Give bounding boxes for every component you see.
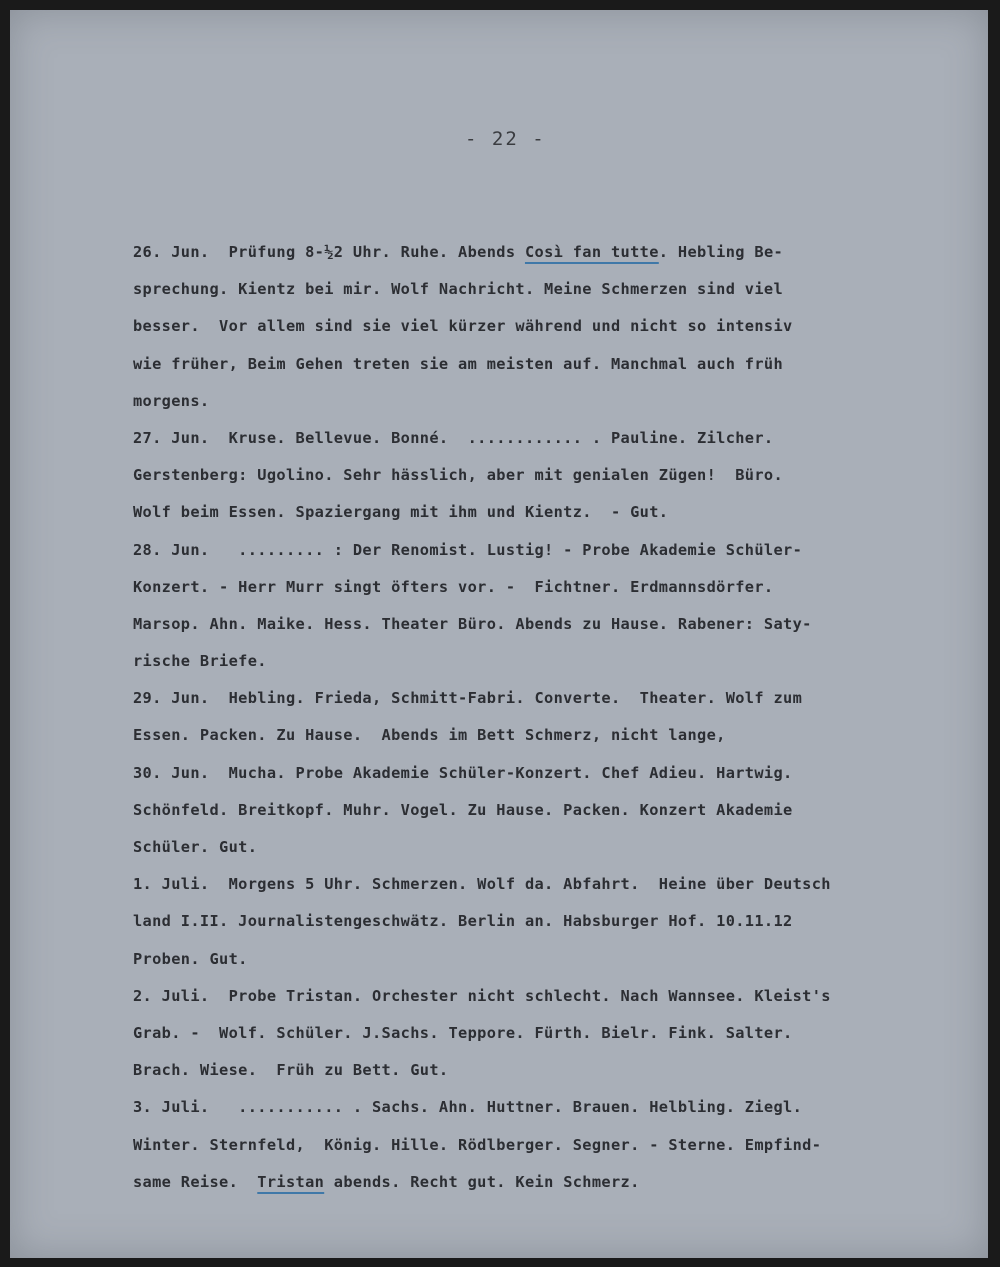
text-line: 2. Juli. Probe Tristan. Orchester nicht schlecht. Nach Wannsee. Kleist's [133,986,831,1005]
text-line: 30. Jun. Mucha. Probe Akademie Schüler-Konzert. Chef Adieu. Hartwig. [133,763,793,782]
text-line: Grab. - Wolf. Schüler. J.Sachs. Teppore. Fürth. Bielr. Fink. Salter. [133,1023,793,1042]
text-line: morgens. [133,391,210,410]
text-line: Gerstenberg: Ugolino. Sehr hässlich, aber mit genialen Zügen! Büro. [133,466,784,485]
text-line: rische Briefe. [133,652,267,671]
text-line: land I.II. Journalistengeschwätz. Berlin an. Habsburger Hof. 10.11.12 [133,912,793,931]
text-line: Brach. Wiese. Früh zu Bett. Gut. [133,1061,449,1080]
text-line: sprechung. Kientz bei mir. Wolf Nachricht. Meine Schmerzen sind viel [133,280,784,299]
text-line [133,1164,983,1201]
text-segment: abends. Recht gut. Kein Schmerz. [324,1172,640,1191]
text-segment: same Reise. [133,1172,258,1191]
text-line: Essen. Packen. Zu Hause. Abends im Bett Schmerz, nicht lange, [133,726,726,745]
text-line: Winter. Sternfeld, König. Hille. Rödlberger. Segner. - Sterne. Empfind- [133,1135,822,1154]
text-line: 3. Juli. ........... . Sachs. Ahn. Huttner. Brauen. Helbling. Ziegl. [133,1098,803,1117]
underlined-title: Così fan tutte [524,243,659,261]
text-line: Proben. Gut. [133,949,248,968]
text-line: 1. Juli. Morgens 5 Uhr. Schmerzen. Wolf da. Abfahrt. Heine über Deutsch [133,875,831,894]
text-line: 27. Jun. Kruse. Bellevue. Bonné. ............ . Pauline. Zilcher. [133,428,774,447]
document-page [10,10,988,1258]
text-line: Konzert. - Herr Murr singt öfters vor. - Fichtner. Erdmannsdörfer. [133,577,774,596]
text-line: 28. Jun. ......... : Der Renomist. Lustig! - Probe Akademie Schüler- [133,540,803,559]
text-line: Schönfeld. Breitkopf. Muhr. Vogel. Zu Hause. Packen. Konzert Akademie [133,800,793,819]
diary-text [133,234,983,1201]
text-line: besser. Vor allem sind sie viel kürzer während und nicht so intensiv [133,317,793,336]
text-line: Marsop. Ahn. Maike. Hess. Theater Büro. Abends zu Hause. Rabener: Saty- [133,614,812,633]
text-line [133,234,983,271]
text-line: Wolf beim Essen. Spaziergang mit ihm und Kientz. - Gut. [133,503,669,522]
text-line: 29. Jun. Hebling. Frieda, Schmitt-Fabri. Converte. Theater. Wolf zum [133,689,803,708]
text-segment: 26. Jun. Prüfung 8-½2 Uhr. Ruhe. Abends [133,243,525,261]
text-line: Schüler. Gut. [133,838,258,856]
page-number: - 22 - [465,128,546,150]
underlined-title: Tristan [257,1172,325,1191]
text-segment: . Hebling Be- [658,243,784,261]
text-line: wie früher, Beim Gehen treten sie am meisten auf. Manchmal auch früh [133,354,784,373]
